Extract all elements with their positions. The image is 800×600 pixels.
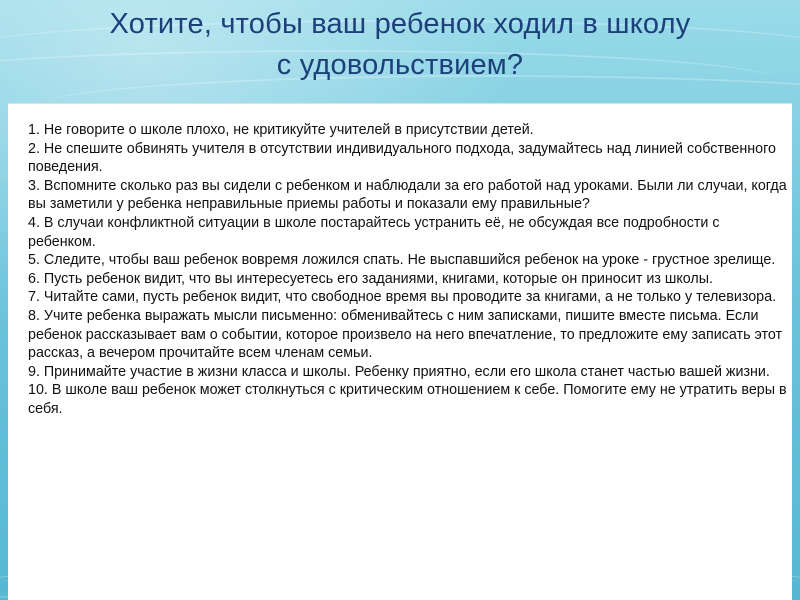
advice-item-3: 3. Вспомните сколько раз вы сидели с ребенком и наблюдали за его работой над уроками. Были ли случаи, когда вы заметили у ребенка неправильные приемы работы и показали ему правильные? [28, 177, 787, 213]
advice-item-10: 10. В школе ваш ребенок может столкнуться с критическим отношением к себе. Помогите ему не утратить веры в себя. [28, 382, 787, 417]
slide-title-line-2: с удовольствием? [276, 49, 524, 81]
advice-item-7: 7. Читайте сами, пусть ребенок видит, что свободное время вы проводите за книгами, а не только у телевизора. [28, 289, 777, 306]
advice-item-5: 5. Следите, чтобы ваш ребенок вовремя ложился спать. Не выспавшийся ребенок на уроке - грустное зрелище. [28, 252, 776, 269]
slide-title-line-1: Хотите, чтобы ваш ребенок ходил в школу [109, 8, 691, 40]
advice-item-8: 8. Учите ребенка выражать мысли письменно: обменивайтесь с ним записками, пишите вместе письма. Если ребенок рассказывает вам о событии, которое произвело на него впечатление, то предложите ему записать этот рассказ, а вечером прочитайте всем членам семьи. [28, 307, 783, 362]
advice-item-6: 6. Пусть ребенок видит, что вы интересуетесь его заданиями, книгами, которые он приносит из школы. [28, 270, 714, 287]
slide-title [20, 4, 780, 86]
advice-item-2: 2. Не спешите обвинять учителя в отсутствии индивидуального подхода, задумайтесь над линией собственного поведения. [28, 140, 776, 176]
advice-item-9: 9. Принимайте участие в жизни класса и школы. Ребенку приятно, если его школа станет частью вашей жизни. [28, 363, 770, 380]
advice-list [28, 121, 788, 419]
advice-item-4: 4. В случаи конфликтной ситуации в школе постарайтесь устранить её, не обсуждая все подробности с ребенком. [28, 214, 720, 250]
content-panel [8, 103, 792, 600]
advice-item-1: 1. Не говорите о школе плохо, не критикуйте учителей в присутствии детей. [28, 122, 534, 138]
